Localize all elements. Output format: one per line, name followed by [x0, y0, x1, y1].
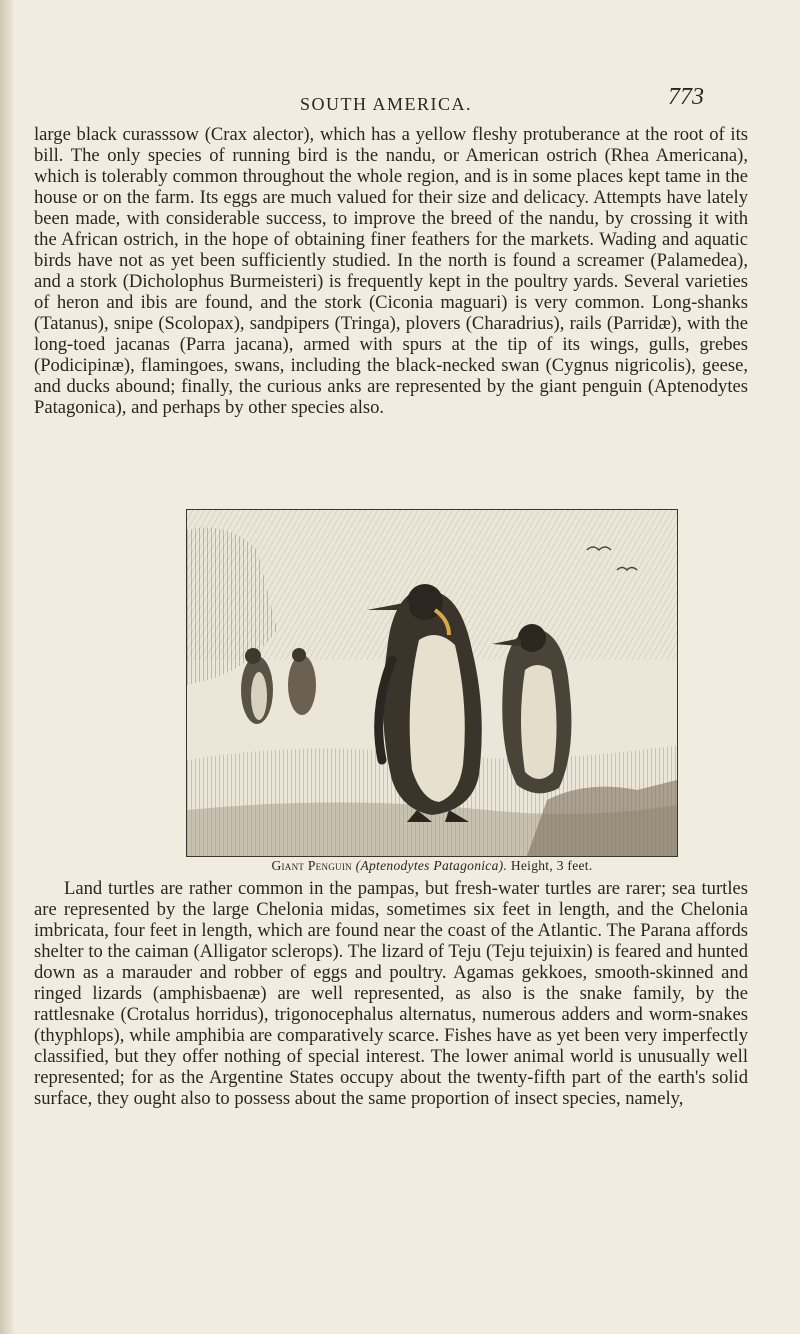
caption-height: Height, 3 feet. — [510, 858, 593, 873]
penguin-illustration — [187, 510, 677, 856]
figure-caption — [182, 858, 682, 874]
caption-title: Giant Penguin — [271, 858, 352, 873]
paragraph-reptiles: Land turtles are rather common in the pampas, but fresh-water turtles are rarer; sea turtles are represented by the large Chelonia midas, sometimes six feet in length, and the Chelonia imbricata, four feet in length, which are found near the coast of the Atlantic. The Parana affords shelter to the caiman (Alligator sclerops). The lizard of Teju (Teju tejuixin) is feared and hunted down as a marauder and robber of eggs and poultry. Agamas gekkoes, smooth-skinned and ringed lizards (amphisbaenæ) are well represented, as also is the snake family, by the rattlesnake (Crotalus horridus), trigonocephalus alternatus, numerous adders and worm-snakes (thyphlops), while amphibia are comparatively scarce. Fishes have as yet been very imperfectly classified, but they offer nothing of special interest. The lower animal world is unusually well represented; for as the Argentine States occupy about the twenty-fifth part of the earth's solid surface, they ought also to possess about the same proportion of insect species, namely, — [34, 878, 748, 1109]
giant-penguin-engraving — [186, 509, 678, 857]
page-number: 773 — [668, 84, 704, 110]
running-head: SOUTH AMERICA. — [300, 94, 473, 114]
paragraph-birds: large black curasssow (Crax alector), which has a yellow fleshy protuberance at the root of its bill. The only species of running bird is the nandu, or American ostrich (Rhea Americana), which is tolerably common throughout the whole region, and is in some places kept tame in the house or on the farm. Its eggs are much valued for their size and delicacy. Attempts have lately been made, with considerable success, to improve the breed of the nandu, by crossing it with the African ostrich, in the hope of obtaining finer feathers for the markets. Wading and aquatic birds have not as yet been sufficiently studied. In the north is found a screamer (Palamedea), and a stork (Dicholophus Burmeisteri) is frequently kept in the poultry yards. Several varieties of heron and ibis are found, and the stork (Ciconia maguari) is very common. Long-shanks (Tatanus), snipe (Scolopax), sandpipers (Tringa), plovers (Charadrius), rails (Parridæ), with the long-toed jacanas (Parra jacana), armed with spurs at the tip of its wings, gulls, grebes (Podicipinæ), flamingoes, swans, including the black-necked swan (Cygnus nigricolis), geese, and ducks abound; finally, the curious anks are represented by the giant penguin (Aptenodytes Patagonica), and perhaps by other species also. — [34, 124, 748, 418]
caption-species: (Aptenodytes Patagonica). — [355, 858, 508, 873]
page-header — [0, 84, 800, 124]
